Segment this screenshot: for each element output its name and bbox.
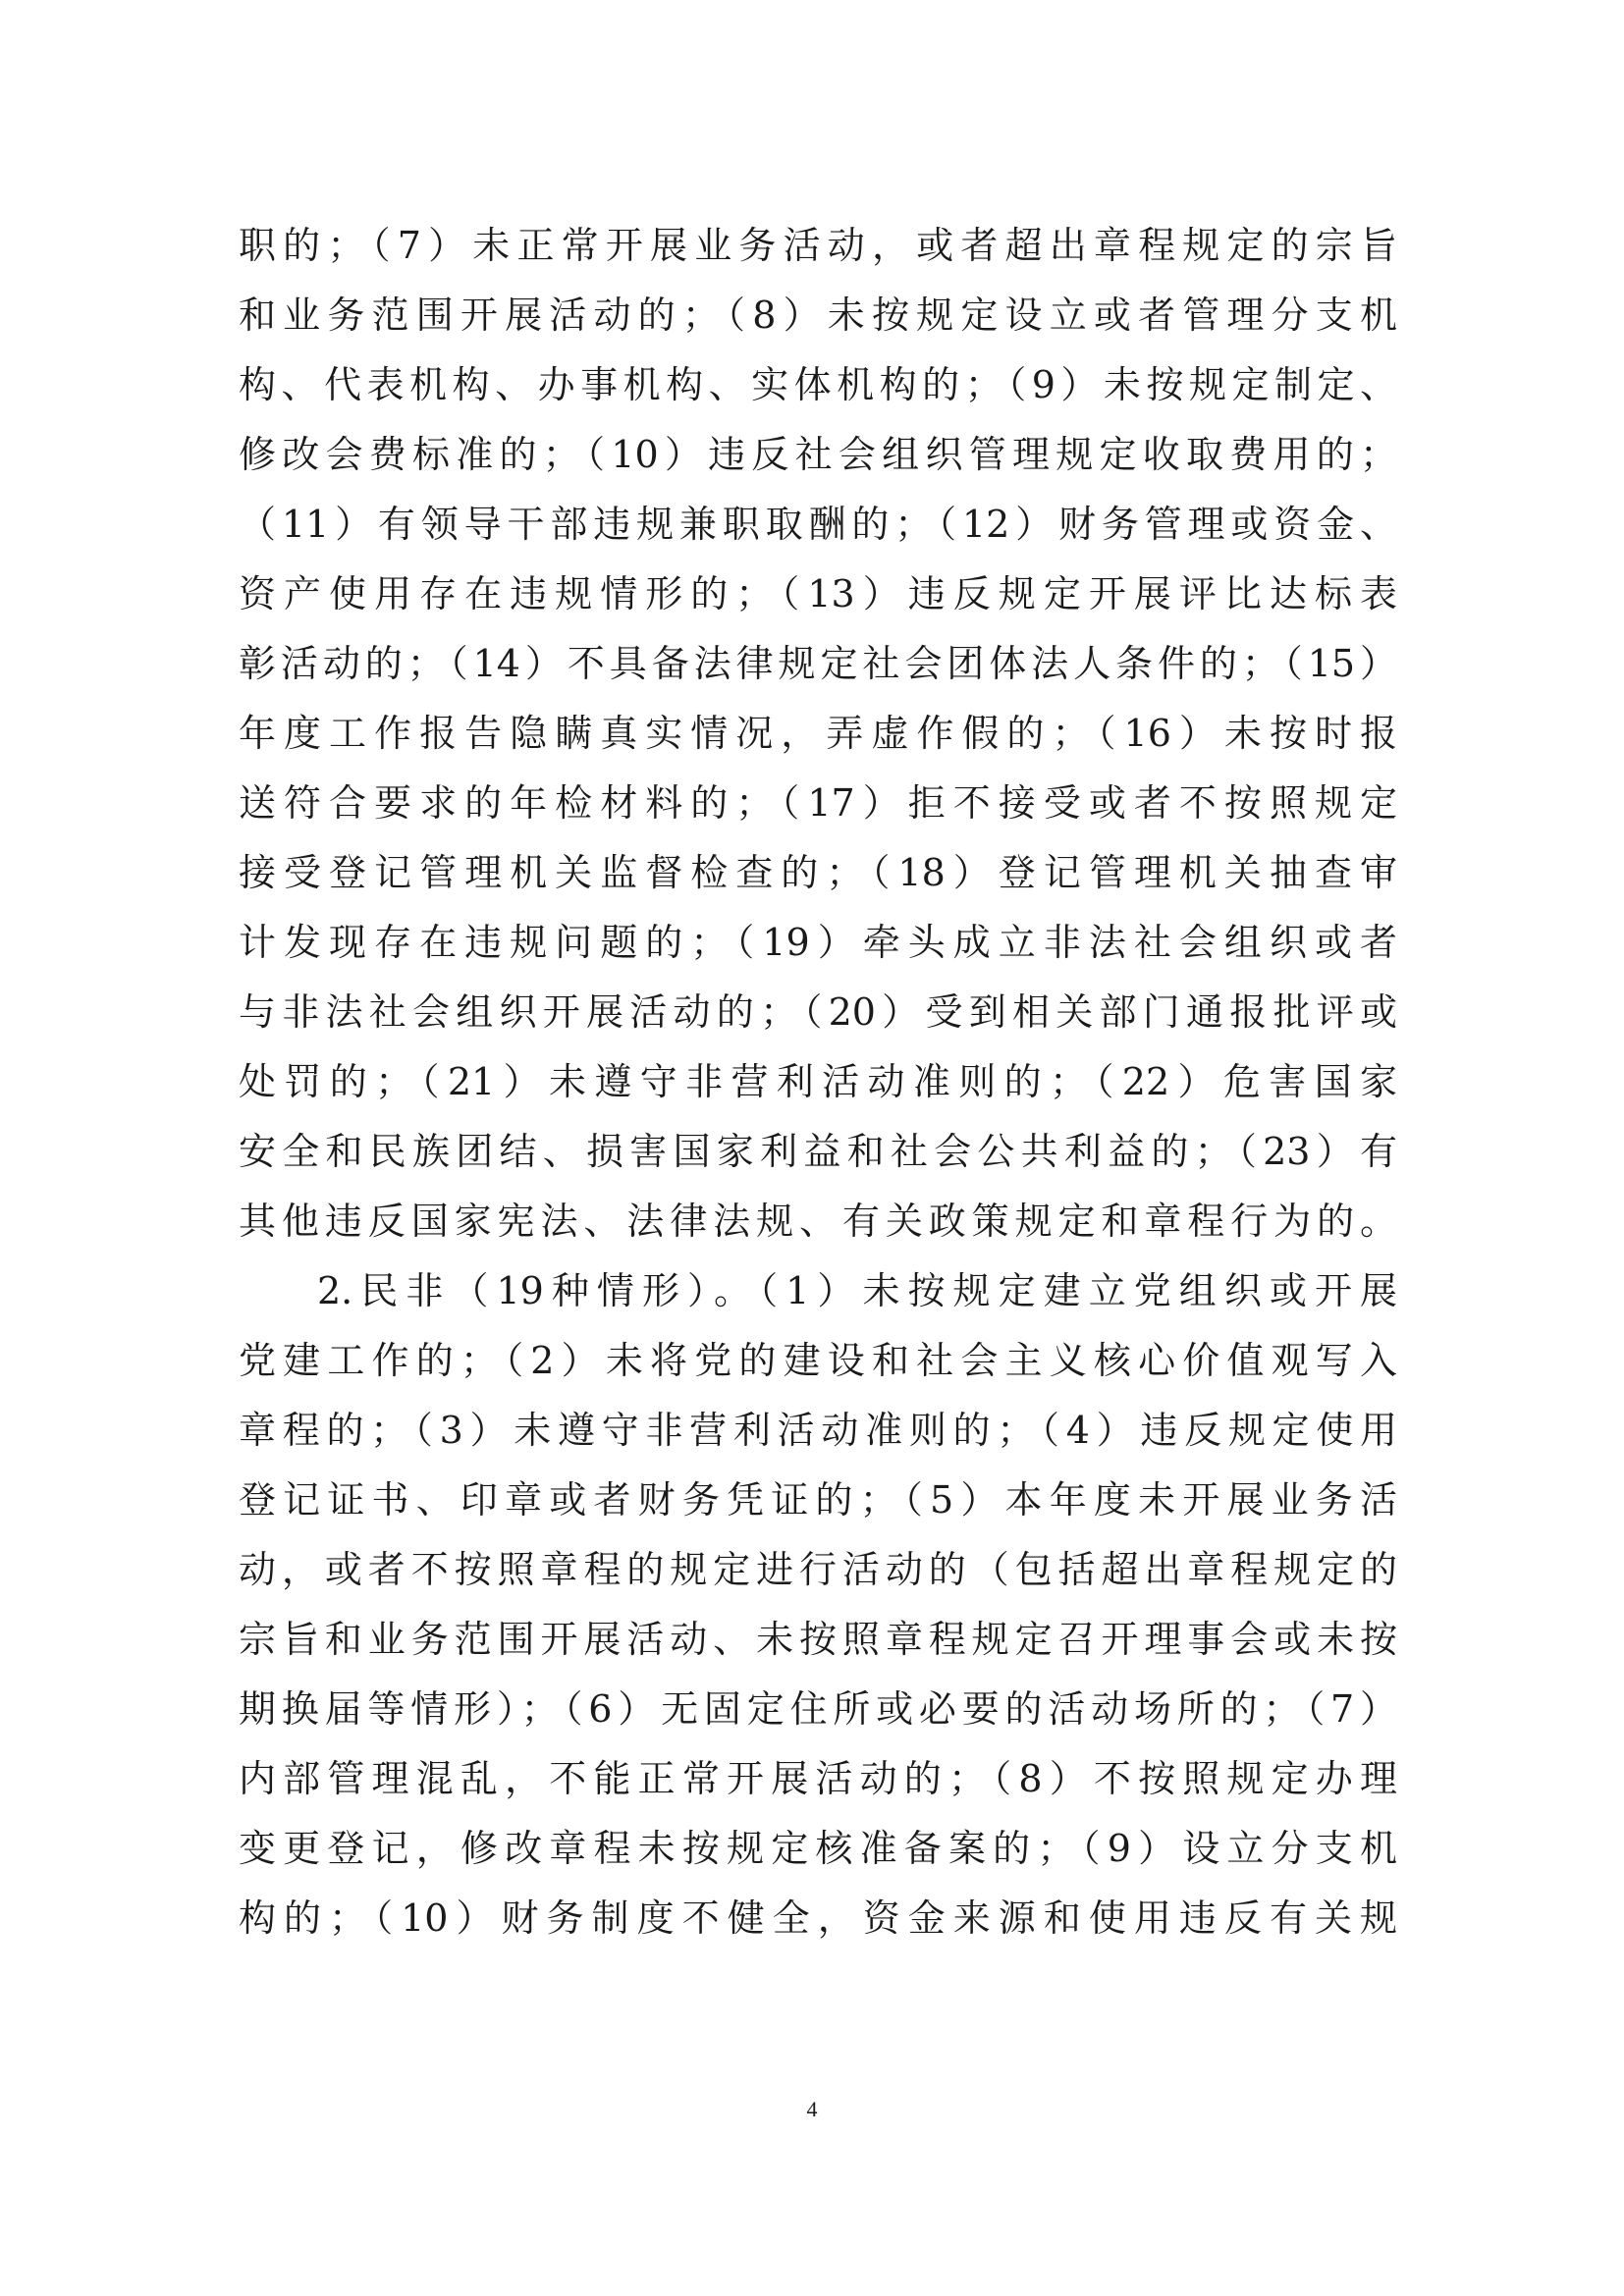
text-line: 资产使用存在违规情形的；（13）违反规定开展评比达标表 [239,572,1397,615]
text-line: 年度工作报告隐瞒真实情况，弄虚作假的；（16）未按时报 [239,712,1397,755]
text-line: 送符合要求的年检材料的；（17）拒不接受或者不按照规定 [239,781,1397,825]
text-line: 党建工作的；（2）未将党的建设和社会主义核心价值观写入 [239,1339,1397,1382]
text-line: 章程的；（3）未遵守非营利活动准则的；（4）违反规定使用 [239,1409,1397,1452]
paragraph-heading-line: 2.民非（19种情形）。（1）未按规定建立党组织或开展 [317,1269,1397,1312]
text-line: 变更登记，修改章程未按规定核准备案的；（9）设立分支机 [239,1827,1397,1870]
text-line: 登记证书、印章或者财务凭证的；（5）本年度未开展业务活 [239,1478,1397,1522]
text-line: 职的；（7）未正常开展业务活动，或者超出章程规定的宗旨 [239,224,1397,267]
text-line: 内部管理混乱，不能正常开展活动的；（8）不按照规定办理 [239,1757,1397,1800]
page-number: 4 [806,2097,818,2121]
text-line: 和业务范围开展活动的；（8）未按规定设立或者管理分支机 [239,294,1397,337]
text-line: 安全和民族团结、损害国家利益和社会公共利益的；（23）有 [239,1130,1397,1173]
text-line: 期换届等情形）；（6）无固定住所或必要的活动场所的；（7） [239,1687,1397,1731]
text-line: 构的；（10）财务制度不健全，资金来源和使用违反有关规 [239,1896,1397,1940]
text-line: 宗旨和业务范围开展活动、未按照章程规定召开理事会或未按 [239,1618,1397,1661]
text-line: 计发现存在违规问题的；（19）牵头成立非法社会组织或者 [239,921,1397,964]
text-line: 接受登记管理机关监督检查的；（18）登记管理机关抽查审 [239,851,1397,894]
text-line: 彰活动的；（14）不具备法律规定社会团体法人条件的；（15） [239,642,1397,685]
text-line: 处罚的；（21）未遵守非营利活动准则的；（22）危害国家 [239,1060,1397,1103]
text-line: 修改会费标准的；（10）违反社会组织管理规定收取费用的； [239,433,1397,476]
text-line: 构、代表机构、办事机构、实体机构的；（9）未按规定制定、 [239,363,1397,406]
text-line: 与非法社会组织开展活动的；（20）受到相关部门通报批评或 [239,990,1397,1034]
text-line: （11）有领导干部违规兼职取酬的；（12）财务管理或资金、 [239,503,1397,546]
text-line: 其他违反国家宪法、法律法规、有关政策规定和章程行为的。 [239,1200,1397,1243]
text-line: 动，或者不按照章程的规定进行活动的（包括超出章程规定的 [239,1548,1397,1591]
